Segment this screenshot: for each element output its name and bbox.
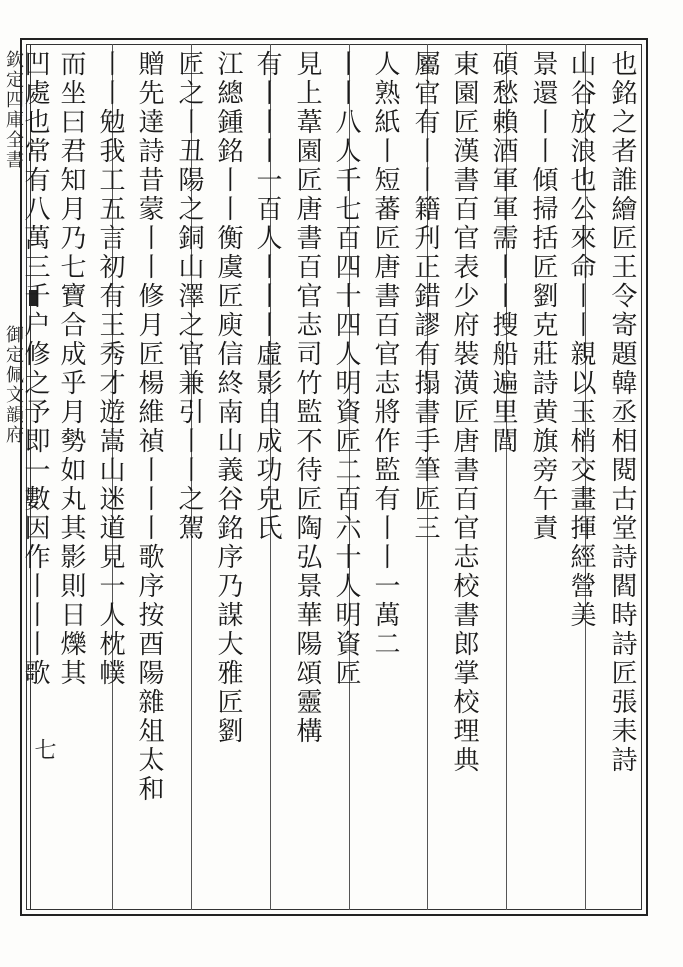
text-column-4: 碩愁賴酒軍軍需丨丨搜船遍里閭 [488,50,518,456]
text-column-11: 江總鍾銘丨丨衡虞匠庾信終南山義谷銘序乃謀大雅匠劉 [213,50,243,746]
text-column-2: 山谷放浪也公來命丨丨親以玉梢交畫揮經營美 [566,50,596,630]
text-column-12: 匠之丨丑陽之銅山澤之官兼引丨丨之駕 [174,50,204,543]
page-number: 七 [31,738,56,760]
text-column-16: 凹處也常有八萬三千户修之予即一數因作丨丨丨歌 [20,50,50,688]
text-column-15: 而坐曰君知月乃七寶合成乎月勢如丸其影則日爍其 [56,50,86,688]
text-column-7: 人熟紙丨短蕃匠唐書百官志將作監有丨丨一萬二 [370,50,400,659]
text-column-8: 丨丨八人千七百四十四人明資匠二百六十人明資匠 [331,50,361,688]
text-column-3: 景還丨丨傾掃括匠劉克莊詩黄旗旁午責 [528,50,558,543]
text-column-9: 見上葦園匠唐書百官志司竹監不待匠陶弘景華陽頌靈構 [292,50,322,746]
text-column-6: 屬官有丨丨籍刋正錯謬有搨書手筆匠三 [410,50,440,543]
text-column-5: 東園匠漢書百官表少府裝潢匠唐書百官志校書郎掌校理典 [449,50,479,775]
spine-title-bottom: 御定佩文韻府 [3,325,24,445]
text-column-10: 有丨丨丨一百人丨丨丨虛影自成功皃氏 [252,50,282,543]
text-column-1: 也銘之者誰繪匠王令寄題韓丞相閱古堂詩閻時詩匠張耒詩 [607,50,637,775]
text-column-14: 丨丨勉我工五言初有王秀才遊嵩山迷道見一人枕幞 [95,50,125,688]
spine-title-top: 欽定四庫全書 [3,50,24,170]
text-column-13: 贈先達詩昔蒙丨丨修月匠楊維禎丨丨丨歌序按酉陽雜俎太和 [134,50,164,804]
